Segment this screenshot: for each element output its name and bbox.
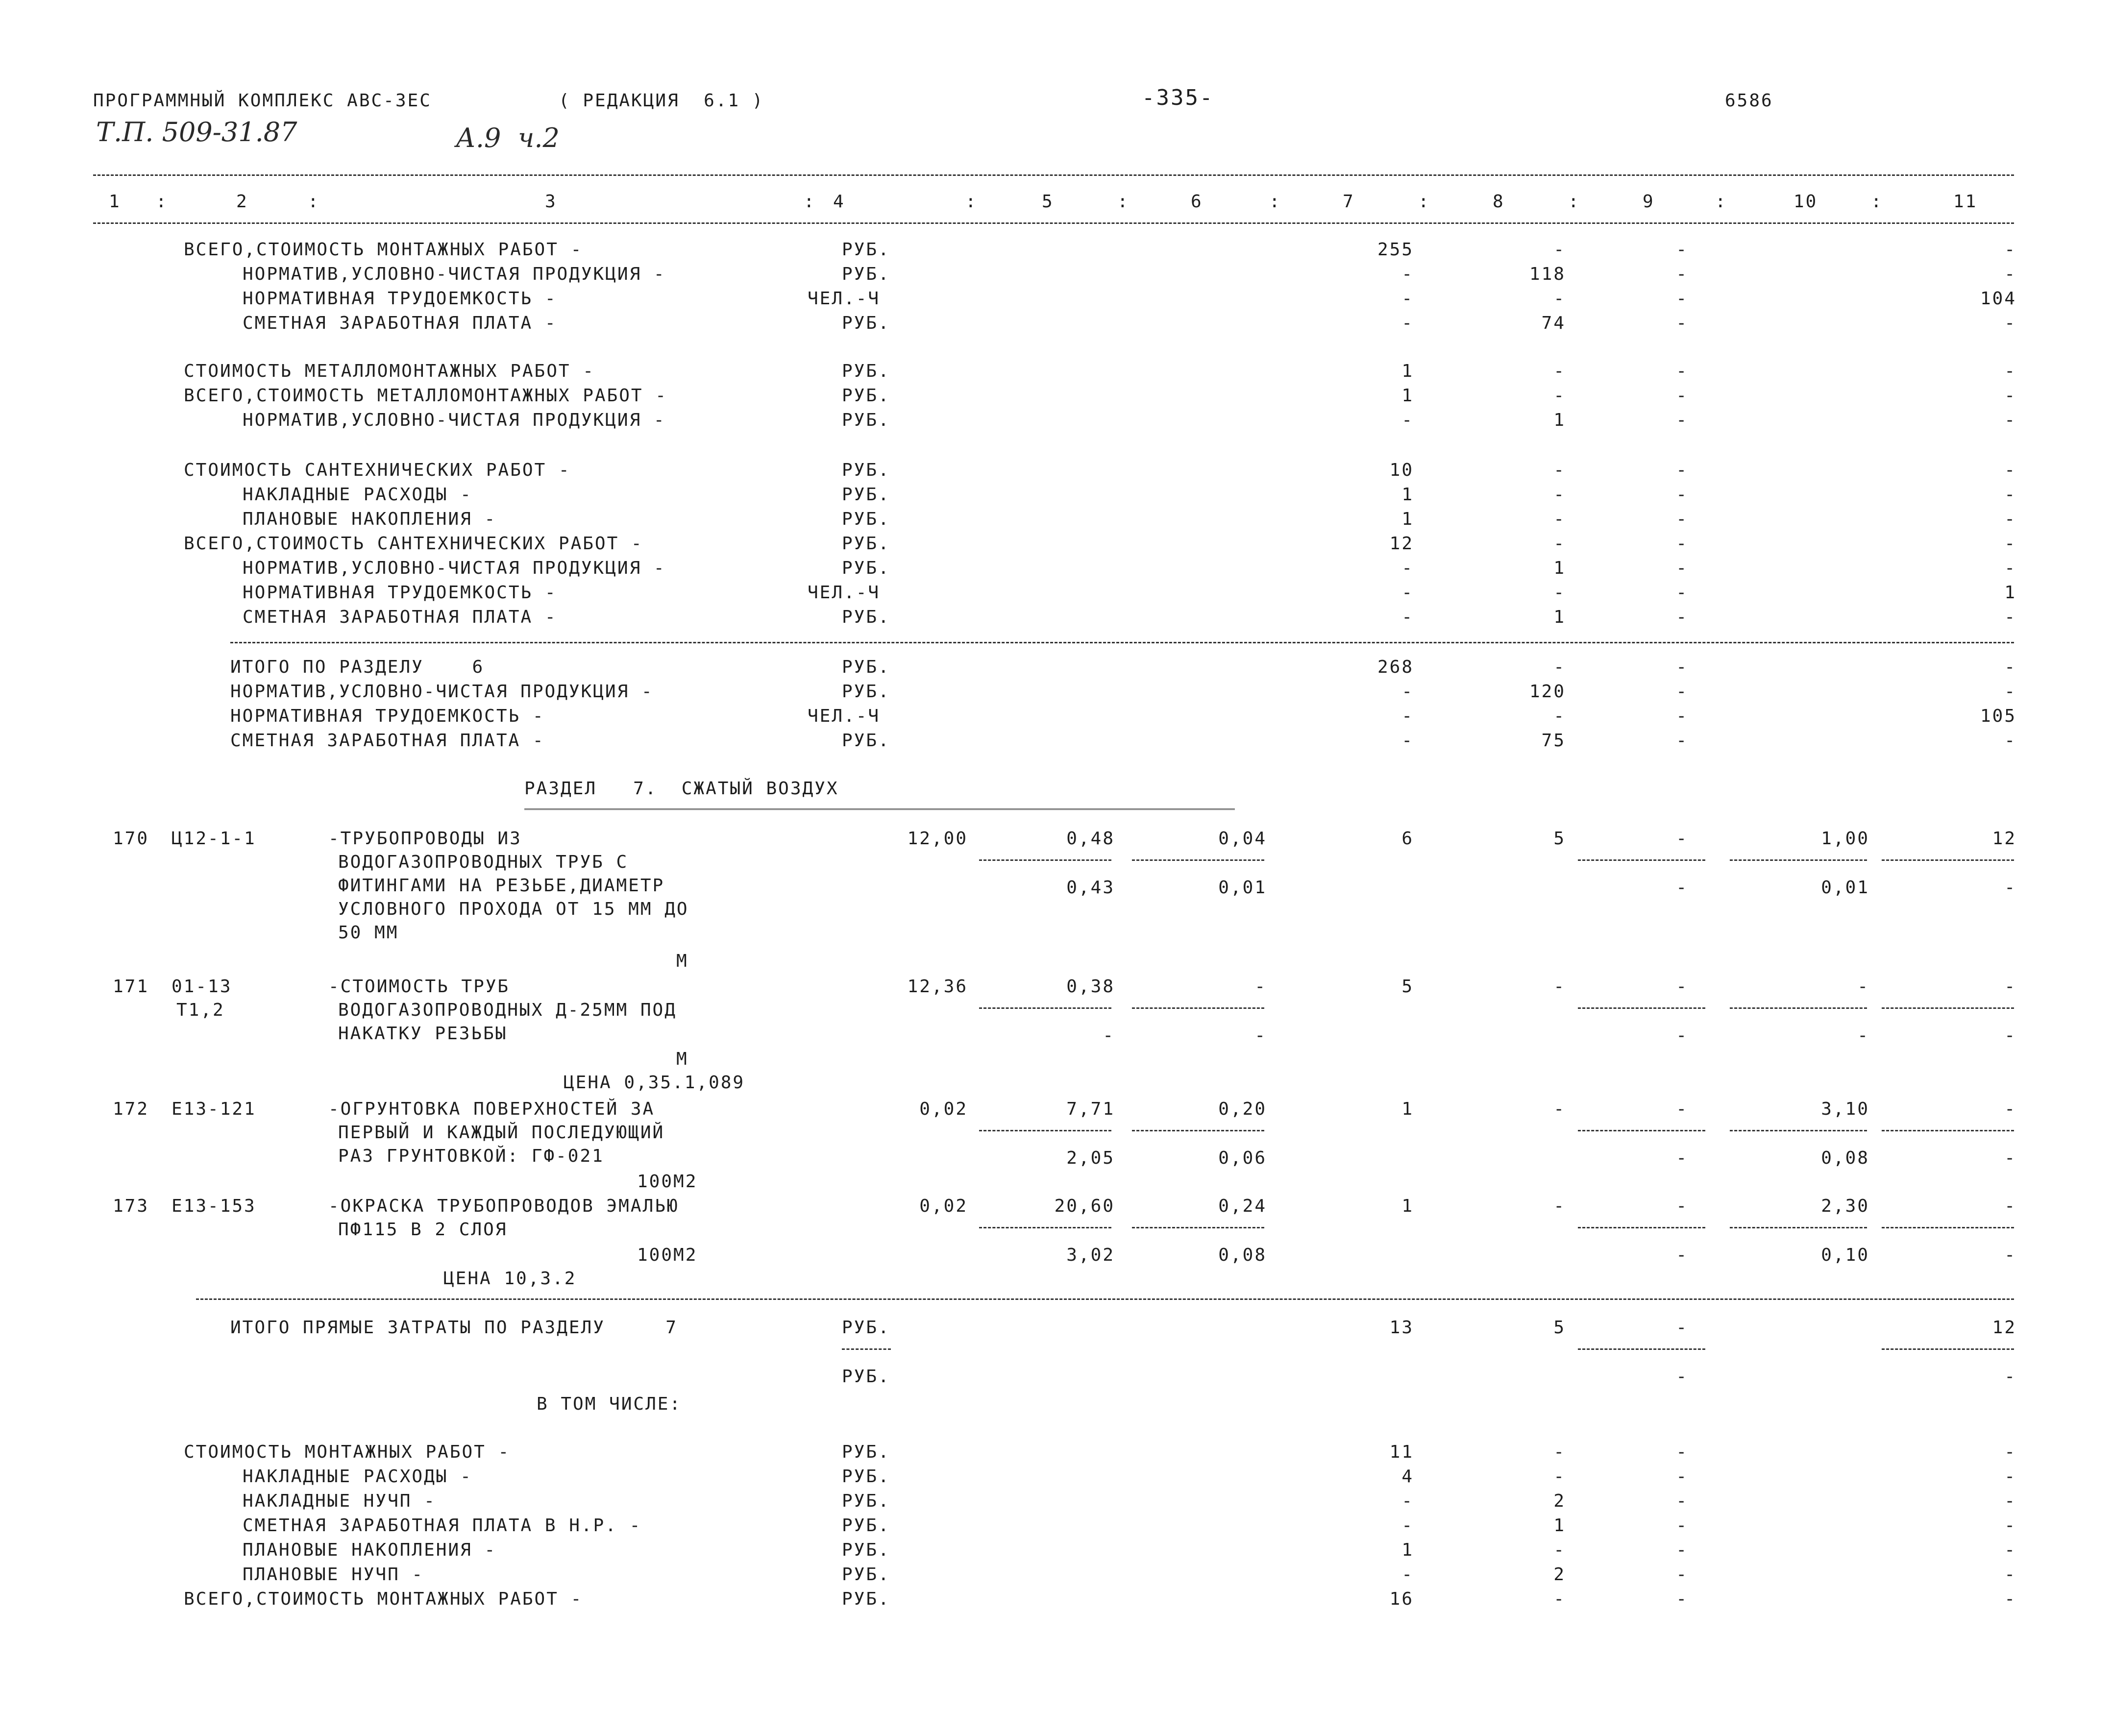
item-col9: - — [1676, 829, 1688, 849]
summary-label: ПЛАНОВЫЕ НАКОПЛЕНИЯ - — [243, 1540, 497, 1560]
item-col7: 5 — [1401, 977, 1414, 997]
item-subrule — [979, 1130, 1111, 1131]
item-col11-secondary: - — [2004, 1148, 2016, 1168]
item-unit-cost-secondary: 0,43 — [1066, 878, 1115, 898]
summary-col9: - — [1676, 558, 1688, 578]
summary-label: ВСЕГО,СТОИМОСТЬ САНТЕХНИЧЕСКИХ РАБОТ - — [184, 534, 643, 554]
item-unit: 100М2 — [637, 1172, 698, 1192]
summary-col8: - — [1553, 657, 1566, 677]
summary-unit: РУБ. — [842, 361, 890, 381]
column-separator: : — [1715, 192, 1727, 212]
item-col10-secondary: 0,08 — [1821, 1148, 1869, 1168]
item-col10-secondary: - — [1857, 1026, 1869, 1046]
item-description-line: УСЛОВНОГО ПРОХОДА ОТ 15 ММ ДО — [338, 899, 689, 919]
summary-col8: 120 — [1529, 682, 1566, 702]
item-subrule — [1730, 859, 1867, 861]
summary-col9: - — [1676, 731, 1688, 751]
column-header-10: 10 — [1793, 192, 1818, 212]
item-wage-cost: - — [1254, 977, 1267, 997]
summary-col11: 1 — [2004, 583, 2016, 603]
item-unit-cost-secondary: 2,05 — [1066, 1148, 1115, 1168]
summary-label: ВСЕГО,СТОИМОСТЬ МОНТАЖНЫХ РАБОТ - — [184, 240, 583, 260]
handwritten-album-ref: А.9 ч.2 — [456, 122, 560, 153]
summary-col8: 74 — [1541, 313, 1566, 333]
item-subrule — [1578, 1227, 1705, 1228]
item-wage-cost-secondary: 0,01 — [1218, 878, 1267, 898]
summary-col9: - — [1676, 534, 1688, 554]
summary-col7: - — [1401, 706, 1414, 726]
direct-total-col9: - — [1676, 1318, 1688, 1338]
summary-unit: РУБ. — [842, 264, 890, 284]
column-header-4: 4 — [833, 192, 845, 212]
item-col10-secondary: 0,10 — [1821, 1245, 1869, 1265]
item-price: ЦЕНА 0,35.1,089 — [564, 1073, 745, 1093]
summary-col8: - — [1553, 361, 1566, 381]
summary-col7: - — [1401, 264, 1414, 284]
summary-col9: - — [1676, 706, 1688, 726]
summary-col8: - — [1553, 485, 1566, 505]
column-header-2: 2 — [236, 192, 248, 212]
summary-col7: - — [1401, 313, 1414, 333]
column-separator: : — [1568, 192, 1580, 212]
item-description-line: 50 ММ — [338, 923, 399, 943]
summary-col7: - — [1401, 583, 1414, 603]
summary-col7: 11 — [1389, 1442, 1414, 1462]
summary-label: СМЕТНАЯ ЗАРАБОТНАЯ ПЛАТА - — [230, 731, 545, 751]
item-description-line: -ТРУБОПРОВОДЫ ИЗ — [328, 829, 522, 849]
summary-col9: - — [1676, 264, 1688, 284]
item-col8: 5 — [1553, 829, 1566, 849]
summary-col8: - — [1553, 1467, 1566, 1487]
summary-col7: 1 — [1401, 485, 1414, 505]
item-code: Е13-153 — [172, 1196, 256, 1216]
summary-col9: - — [1676, 1442, 1688, 1462]
program-title: ПРОГРАММНЫЙ КОМПЛЕКС АВС-3ЕС — [93, 91, 432, 111]
item-subrule — [1132, 1130, 1264, 1131]
item-col10-secondary: 0,01 — [1821, 878, 1869, 898]
summary-col7: 12 — [1389, 534, 1414, 554]
handwritten-project-code: Т.П. 509-31.87 — [96, 117, 297, 147]
summary-col8: 75 — [1541, 731, 1566, 751]
item-col11-secondary: - — [2004, 1245, 2016, 1265]
summary-unit: РУБ. — [842, 485, 890, 505]
item-number: 171 — [113, 977, 149, 997]
item-wage-cost: 0,20 — [1218, 1099, 1267, 1119]
summary-col11: - — [2004, 361, 2016, 381]
summary-unit: РУБ. — [842, 607, 890, 627]
summary-unit: РУБ. — [842, 1589, 890, 1609]
summary-label: НОРМАТИВ,УСЛОВНО-ЧИСТАЯ ПРОДУКЦИЯ - — [230, 682, 654, 702]
item-wage-cost: 0,04 — [1218, 829, 1267, 849]
summary-unit: РУБ. — [842, 731, 890, 751]
summary-label: НОРМАТИВНАЯ ТРУДОЕМКОСТЬ - — [230, 706, 545, 726]
item-subrule — [1132, 859, 1264, 861]
summary-unit: РУБ. — [842, 410, 890, 430]
item-description-line: -СТОИМОСТЬ ТРУБ — [328, 977, 510, 997]
summary-col8: - — [1553, 509, 1566, 529]
direct-total-label: ИТОГО ПРЯМЫЕ ЗАТРАТЫ ПО РАЗДЕЛУ 7 — [230, 1318, 678, 1338]
item-quantity: 12,36 — [907, 977, 968, 997]
summary-col8: 2 — [1553, 1491, 1566, 1511]
summary-col9: - — [1676, 1491, 1688, 1511]
summary-col7: 10 — [1389, 460, 1414, 480]
summary-unit: РУБ. — [842, 1516, 890, 1536]
column-header-5: 5 — [1042, 192, 1054, 212]
summary-unit: РУБ. — [842, 240, 890, 260]
summary-col8: 1 — [1553, 558, 1566, 578]
summary-col9: - — [1676, 386, 1688, 406]
direct-total-subrule — [842, 1348, 891, 1350]
item-description-line: -ОГРУНТОВКА ПОВЕРХНОСТЕЙ ЗА — [328, 1099, 655, 1119]
summary-col11: - — [2004, 1467, 2016, 1487]
summary-col11: - — [2004, 485, 2016, 505]
summary-label: НОРМАТИВНАЯ ТРУДОЕМКОСТЬ - — [243, 289, 557, 309]
summary-col9: - — [1676, 289, 1688, 309]
summary-unit: РУБ. — [842, 386, 890, 406]
item-price: ЦЕНА 10,3.2 — [443, 1269, 577, 1289]
summary-unit: РУБ. — [842, 460, 890, 480]
item-description-line: -ОКРАСКА ТРУБОПРОВОДОВ ЭМАЛЬЮ — [328, 1196, 679, 1216]
summary-label: ВСЕГО,СТОИМОСТЬ МЕТАЛЛОМОНТАЖНЫХ РАБОТ - — [184, 386, 667, 406]
item-code: Е13-121 — [172, 1099, 256, 1119]
item-unit-cost-secondary: - — [1103, 1026, 1115, 1046]
item-subrule — [1132, 1007, 1264, 1009]
item-col10: 2,30 — [1821, 1196, 1869, 1216]
column-header-1: 1 — [109, 192, 121, 212]
item-unit-cost: 20,60 — [1054, 1196, 1115, 1216]
column-separator: : — [1117, 192, 1130, 212]
item-col8: - — [1553, 1196, 1566, 1216]
column-separator: : — [156, 192, 168, 212]
item-subrule — [1730, 1007, 1867, 1009]
direct-total-col8: 5 — [1553, 1318, 1566, 1338]
direct-total-col11-secondary: - — [2004, 1367, 2016, 1387]
item-description-line: РАЗ ГРУНТОВКОЙ: ГФ-021 — [338, 1146, 604, 1166]
summary-label: ВСЕГО,СТОИМОСТЬ МОНТАЖНЫХ РАБОТ - — [184, 1589, 583, 1609]
item-col11: - — [2004, 1099, 2016, 1119]
item-unit-cost: 0,48 — [1066, 829, 1115, 849]
item-subrule — [1882, 1130, 2014, 1131]
item-col11: - — [2004, 1196, 2016, 1216]
summary-col9: - — [1676, 657, 1688, 677]
item-number: 173 — [113, 1196, 149, 1216]
summary-col11: - — [2004, 313, 2016, 333]
item-subrule — [979, 859, 1111, 861]
summary-col7: 1 — [1401, 361, 1414, 381]
item-subrule — [1882, 1007, 2014, 1009]
item-col8: - — [1553, 977, 1566, 997]
summary-label: СТОИМОСТЬ САНТЕХНИЧЕСКИХ РАБОТ - — [184, 460, 571, 480]
item-description-line: ФИТИНГАМИ НА РЕЗЬБЕ,ДИАМЕТР — [338, 876, 665, 896]
program-edition: ( РЕДАКЦИЯ 6.1 ) — [559, 91, 764, 111]
item-description-line: ПФ115 В 2 СЛОЯ — [338, 1220, 508, 1240]
item-col9: - — [1676, 1099, 1688, 1119]
summary-label: НОРМАТИВ,УСЛОВНО-ЧИСТАЯ ПРОДУКЦИЯ - — [243, 558, 666, 578]
section-title: РАЗДЕЛ 7. СЖАТЫЙ ВОЗДУХ — [524, 779, 839, 799]
item-subrule — [1132, 1227, 1264, 1228]
column-header-3: 3 — [545, 192, 557, 212]
summary-label: НАКЛАДНЫЕ НУЧП - — [243, 1491, 436, 1511]
summary-col9: - — [1676, 1467, 1688, 1487]
summary-unit: ЧЕЛ.-Ч — [808, 289, 881, 309]
item-description-line: НАКАТКУ РЕЗЬБЫ — [338, 1024, 508, 1044]
summary-col9: - — [1676, 485, 1688, 505]
summary-col7: - — [1401, 731, 1414, 751]
summary-label: СТОИМОСТЬ МЕТАЛЛОМОНТАЖНЫХ РАБОТ - — [184, 361, 595, 381]
item-description-line: ВОДОГАЗОПРОВОДНЫХ ТРУБ С — [338, 852, 629, 872]
summary-col9: - — [1676, 1516, 1688, 1536]
direct-total-col9-secondary: - — [1676, 1367, 1688, 1387]
summary-col9: - — [1676, 460, 1688, 480]
summary-unit: РУБ. — [842, 1491, 890, 1511]
summary-col11: 105 — [1980, 706, 2016, 726]
summary-col11: 104 — [1980, 289, 2016, 309]
column-header-9: 9 — [1643, 192, 1655, 212]
direct-total-unit: РУБ. — [842, 1318, 890, 1338]
table-top-rule — [93, 174, 2014, 176]
summary-col9: - — [1676, 607, 1688, 627]
summary-col11: - — [2004, 460, 2016, 480]
summary-col11: - — [2004, 1540, 2016, 1560]
item-quantity: 0,02 — [919, 1099, 968, 1119]
summary-unit: РУБ. — [842, 1467, 890, 1487]
summary-col7: 1 — [1401, 386, 1414, 406]
item-wage-cost-secondary: 0,08 — [1218, 1245, 1267, 1265]
summary-col7: 4 — [1401, 1467, 1414, 1487]
item-unit-cost: 7,71 — [1066, 1099, 1115, 1119]
summary-col8: - — [1553, 583, 1566, 603]
item-col7: 1 — [1401, 1099, 1414, 1119]
including-heading: В ТОМ ЧИСЛЕ: — [537, 1394, 682, 1414]
summary-col7: - — [1401, 1491, 1414, 1511]
column-header-8: 8 — [1493, 192, 1505, 212]
summary-col7: - — [1401, 1516, 1414, 1536]
direct-total-rule-top — [196, 1298, 2014, 1300]
direct-total-subrule — [1578, 1348, 1705, 1350]
summary-col11: - — [2004, 534, 2016, 554]
direct-total-col7: 13 — [1389, 1318, 1414, 1338]
summary-col8: - — [1553, 534, 1566, 554]
summary-col9: - — [1676, 1589, 1688, 1609]
item-subrule — [1578, 859, 1705, 861]
summary-col7: - — [1401, 1565, 1414, 1585]
column-separator: : — [308, 192, 320, 212]
summary-unit: РУБ. — [842, 682, 890, 702]
summary-col8: 1 — [1553, 410, 1566, 430]
summary-unit: РУБ. — [842, 1442, 890, 1462]
item-subrule — [1730, 1227, 1867, 1228]
item-number: 172 — [113, 1099, 149, 1119]
item-col10: - — [1857, 977, 1869, 997]
summary-col8: - — [1553, 289, 1566, 309]
summary-unit: РУБ. — [842, 1540, 890, 1560]
summary-col11: - — [2004, 1589, 2016, 1609]
summary-label: СМЕТНАЯ ЗАРАБОТНАЯ ПЛАТА В Н.Р. - — [243, 1516, 642, 1536]
summary-col11: - — [2004, 731, 2016, 751]
item-col9-secondary: - — [1676, 878, 1688, 898]
summary-col8: 118 — [1529, 264, 1566, 284]
direct-total-col11: 12 — [1992, 1318, 2016, 1338]
item-quantity: 12,00 — [907, 829, 968, 849]
direct-total-unit-secondary: РУБ. — [842, 1367, 890, 1387]
summary-col11: - — [2004, 682, 2016, 702]
summary-col8: 1 — [1553, 1516, 1566, 1536]
summary-col8: - — [1553, 1442, 1566, 1462]
summary-label: НОРМАТИВ,УСЛОВНО-ЧИСТАЯ ПРОДУКЦИЯ - — [243, 410, 666, 430]
item-unit: 100М2 — [637, 1245, 698, 1265]
summary-col8: - — [1553, 1540, 1566, 1560]
summary-col7: 255 — [1377, 240, 1414, 260]
item-unit-cost: 0,38 — [1066, 977, 1115, 997]
summary-col7: 16 — [1389, 1589, 1414, 1609]
item-col10: 1,00 — [1821, 829, 1869, 849]
summary-col7: - — [1401, 410, 1414, 430]
summary-col11: - — [2004, 386, 2016, 406]
item-wage-cost: 0,24 — [1218, 1196, 1267, 1216]
item-description-line: ВОДОГАЗОПРОВОДНЫХ Д-25ММ ПОД — [338, 1000, 677, 1020]
section-title-underline — [524, 808, 1235, 810]
summary-col7: - — [1401, 607, 1414, 627]
item-col7: 1 — [1401, 1196, 1414, 1216]
item-subrule — [1578, 1130, 1705, 1131]
item-description-line: ПЕРВЫЙ И КАЖДЫЙ ПОСЛЕДУЮЩИЙ — [338, 1123, 665, 1143]
item-col7: 6 — [1401, 829, 1414, 849]
item-subrule — [1730, 1130, 1867, 1131]
summary-label: НОРМАТИВ,УСЛОВНО-ЧИСТАЯ ПРОДУКЦИЯ - — [243, 264, 666, 284]
summary-col7: - — [1401, 558, 1414, 578]
summary-label: ПЛАНОВЫЕ НАКОПЛЕНИЯ - — [243, 509, 497, 529]
summary-col11: - — [2004, 264, 2016, 284]
summary-col8: 2 — [1553, 1565, 1566, 1585]
summary-unit: РУБ. — [842, 534, 890, 554]
summary-col11: - — [2004, 240, 2016, 260]
summary-unit: РУБ. — [842, 1565, 890, 1585]
column-separator: : — [1871, 192, 1883, 212]
summary-col11: - — [2004, 410, 2016, 430]
item-unit: М — [676, 1049, 688, 1069]
column-header-6: 6 — [1191, 192, 1203, 212]
summary-unit: ЧЕЛ.-Ч — [808, 583, 881, 603]
summary-col9: - — [1676, 313, 1688, 333]
column-separator: : — [804, 192, 816, 212]
item-col9-secondary: - — [1676, 1245, 1688, 1265]
summary-col7: - — [1401, 289, 1414, 309]
item-col11-secondary: - — [2004, 1026, 2016, 1046]
item-col9: - — [1676, 1196, 1688, 1216]
summary-label: НАКЛАДНЫЕ РАСХОДЫ - — [243, 485, 472, 505]
summary-col8: 1 — [1553, 607, 1566, 627]
summary-col8: - — [1553, 1589, 1566, 1609]
item-subrule — [1578, 1007, 1705, 1009]
direct-total-subrule — [1882, 1348, 2014, 1350]
item-wage-cost-secondary: 0,06 — [1218, 1148, 1267, 1168]
summary-col9: - — [1676, 509, 1688, 529]
column-separator: : — [1418, 192, 1430, 212]
summary-col9: - — [1676, 361, 1688, 381]
summary-col9: - — [1676, 410, 1688, 430]
item-code: Ц12-1-1 — [172, 829, 256, 849]
column-header-11: 11 — [1953, 192, 1978, 212]
item-wage-cost-secondary: - — [1254, 1026, 1267, 1046]
summary-col9: - — [1676, 682, 1688, 702]
summary-col11: - — [2004, 1442, 2016, 1462]
summary-col11: - — [2004, 657, 2016, 677]
item-quantity: 0,02 — [919, 1196, 968, 1216]
table-header-rule — [93, 222, 2014, 224]
summary-col9: - — [1676, 1565, 1688, 1585]
item-col8: - — [1553, 1099, 1566, 1119]
summary-col9: - — [1676, 583, 1688, 603]
item-subrule — [979, 1007, 1111, 1009]
page-number: -335- — [1142, 85, 1214, 110]
summary-col11: - — [2004, 1565, 2016, 1585]
item-col9: - — [1676, 977, 1688, 997]
document-number: 6586 — [1725, 91, 1773, 111]
summary-col7: - — [1401, 682, 1414, 702]
summary-col11: - — [2004, 1491, 2016, 1511]
summary-col11: - — [2004, 607, 2016, 627]
item-col9-secondary: - — [1676, 1148, 1688, 1168]
column-separator: : — [1269, 192, 1281, 212]
summary-label: СМЕТНАЯ ЗАРАБОТНАЯ ПЛАТА - — [243, 313, 557, 333]
item-unit-cost-secondary: 3,02 — [1066, 1245, 1115, 1265]
summary-unit: ЧЕЛ.-Ч — [808, 706, 881, 726]
summary-label: СМЕТНАЯ ЗАРАБОТНАЯ ПЛАТА - — [243, 607, 557, 627]
section-separator — [230, 642, 2014, 643]
item-col11-secondary: - — [2004, 878, 2016, 898]
summary-col11: - — [2004, 509, 2016, 529]
item-subrule — [1882, 859, 2014, 861]
summary-col8: - — [1553, 706, 1566, 726]
item-subrule — [1882, 1227, 2014, 1228]
summary-unit: РУБ. — [842, 313, 890, 333]
summary-unit: РУБ. — [842, 509, 890, 529]
summary-col9: - — [1676, 1540, 1688, 1560]
item-code-secondary: Т1,2 — [176, 1000, 225, 1020]
summary-unit: РУБ. — [842, 558, 890, 578]
summary-col7: 1 — [1401, 509, 1414, 529]
summary-unit: РУБ. — [842, 657, 890, 677]
summary-label: ИТОГО ПО РАЗДЕЛУ 6 — [230, 657, 485, 677]
summary-col7: 1 — [1401, 1540, 1414, 1560]
summary-col11: - — [2004, 1516, 2016, 1536]
summary-label: ПЛАНОВЫЕ НУЧП - — [243, 1565, 424, 1585]
column-header-7: 7 — [1343, 192, 1355, 212]
summary-col11: - — [2004, 558, 2016, 578]
item-col11: - — [2004, 977, 2016, 997]
summary-label: НОРМАТИВНАЯ ТРУДОЕМКОСТЬ - — [243, 583, 557, 603]
column-separator: : — [965, 192, 978, 212]
item-col10: 3,10 — [1821, 1099, 1869, 1119]
summary-label: СТОИМОСТЬ МОНТАЖНЫХ РАБОТ - — [184, 1442, 511, 1462]
item-col11: 12 — [1992, 829, 2016, 849]
summary-label: НАКЛАДНЫЕ РАСХОДЫ - — [243, 1467, 472, 1487]
summary-col8: - — [1553, 460, 1566, 480]
summary-col7: 268 — [1377, 657, 1414, 677]
item-subrule — [979, 1227, 1111, 1228]
summary-col8: - — [1553, 240, 1566, 260]
item-col9-secondary: - — [1676, 1026, 1688, 1046]
item-code: 01-13 — [172, 977, 232, 997]
item-number: 170 — [113, 829, 149, 849]
summary-col9: - — [1676, 240, 1688, 260]
item-unit: М — [676, 951, 688, 971]
summary-col8: - — [1553, 386, 1566, 406]
